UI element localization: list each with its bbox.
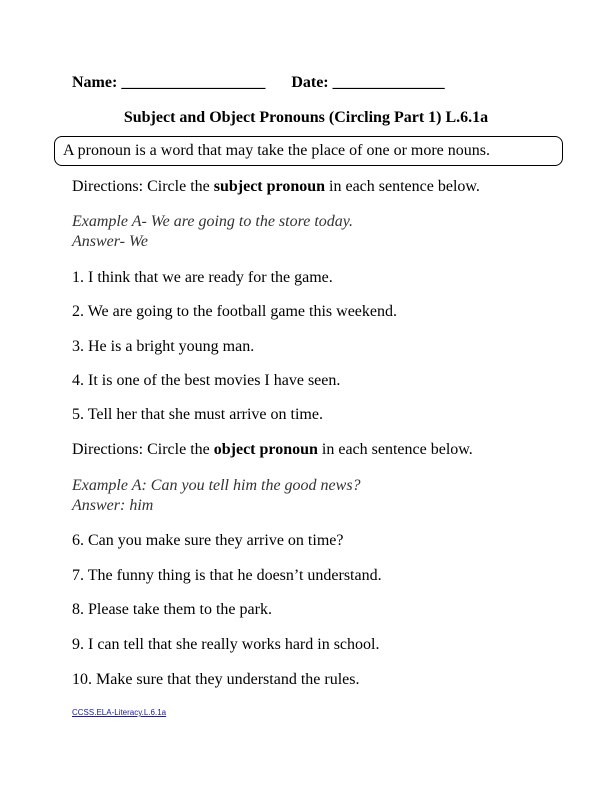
question-9: 9. I can tell that she really works hard in school.: [72, 636, 380, 653]
answer-subject: Answer- We: [72, 233, 148, 250]
question-4: 4. It is one of the best movies I have seen.: [72, 372, 341, 389]
date-blank: ______________: [332, 74, 445, 91]
question-1: 1. I think that we are ready for the game.: [72, 269, 333, 286]
question-2: 2. We are going to the football game this weekend.: [72, 303, 397, 320]
definition-text: A pronoun is a word that may take the place of one or more nouns.: [63, 142, 490, 159]
example-a-subject: Example A- We are going to the store today.: [72, 213, 353, 230]
date-label: Date:: [291, 74, 329, 91]
question-10: 10. Make sure that they understand the rules.: [72, 671, 360, 688]
directions-object: Directions: Circle the object pronoun in each sentence below.: [72, 441, 473, 458]
answer-object: Answer: him: [72, 497, 154, 514]
definition-box: [54, 136, 563, 166]
directions-object-bold: object pronoun: [213, 441, 318, 458]
example-a-object: Example A: Can you tell him the good news?: [72, 477, 361, 494]
question-8: 8. Please take them to the park.: [72, 601, 272, 618]
directions-subject-bold: subject pronoun: [213, 178, 326, 195]
name-blank: __________________: [121, 74, 266, 91]
standard-link[interactable]: CCSS.ELA-Literacy.L.6.1a: [72, 708, 167, 717]
name-date-row: [72, 73, 445, 93]
question-6: 6. Can you make sure they arrive on time?: [72, 532, 344, 549]
question-3: 3. He is a bright young man.: [72, 338, 255, 355]
question-7: 7. The funny thing is that he doesn’t understand.: [72, 567, 382, 584]
name-label: Name:: [72, 74, 118, 91]
directions-subject: Directions: Circle the subject pronoun in each sentence below.: [72, 178, 480, 195]
question-5: 5. Tell her that she must arrive on time.: [72, 406, 323, 423]
worksheet-title: Subject and Object Pronouns (Circling Part 1) L.6.1a: [123, 109, 489, 126]
